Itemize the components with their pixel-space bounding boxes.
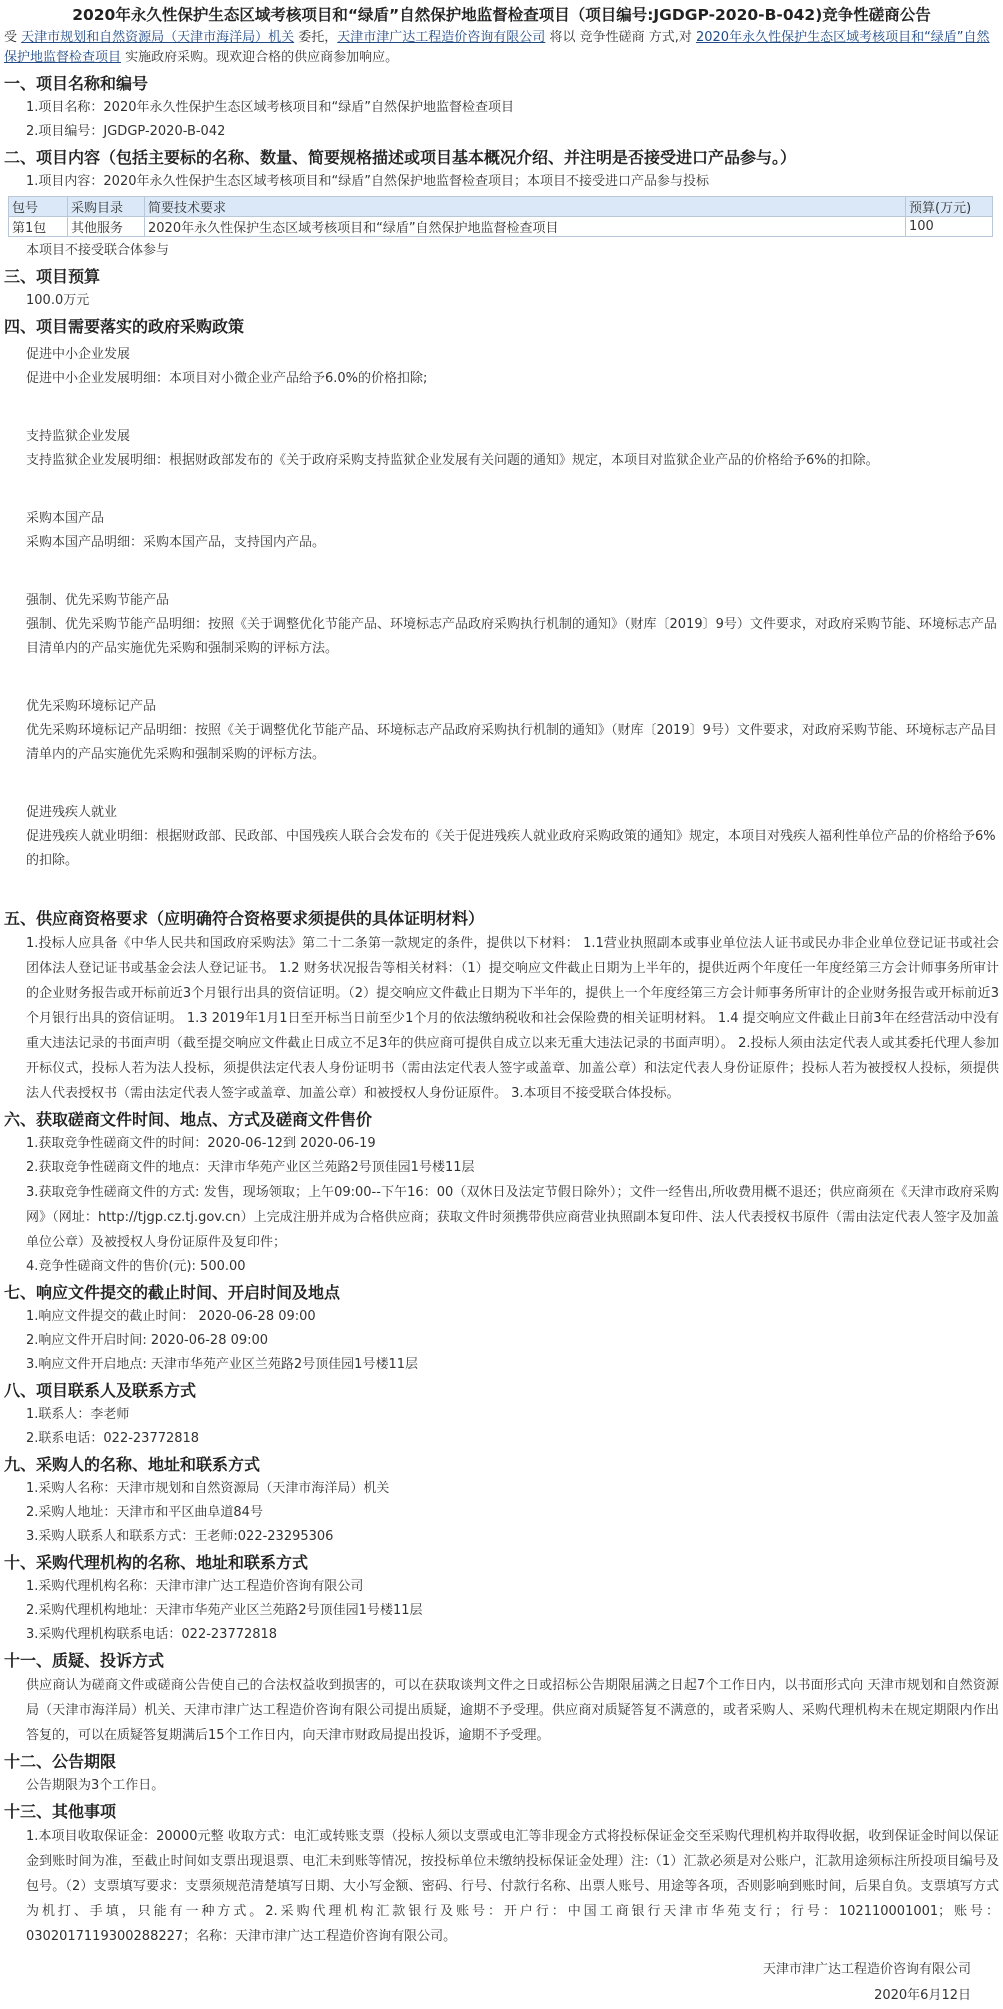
- doc-time: 1.获取竞争性磋商文件的时间：2020-06-12到 2020-06-19: [26, 1136, 376, 1151]
- policy-title: 促进中小企业发展: [26, 347, 131, 362]
- doc-method: 3.获取竞争性磋商文件的方式: 发售，现场领取；上午09:00--下午16：00（双休日及法定节假日除外）；文件一经售出,所收费用概不退还；供应商须在《天津市政府采购网》（网址：http://tjgp.cz.tj.gov.cn）上完成注册并成为合格供应商；获取文件时须携带供应商营业执照副本复印件、法人代表授权书原件（需由法定代表人签字及加盖单位公章）及被授权人身份证原件及复印件；: [26, 1185, 999, 1250]
- section-heading-13: 十三、其他事项: [4, 1802, 117, 1821]
- agency-name: 1.采购代理机构名称：天津市津广达工程造价咨询有限公司: [26, 1579, 364, 1594]
- col-budget: 预算(万元): [906, 197, 993, 217]
- qualification-text: 1.投标人应具备《中华人民共和国政府采购法》第二十二条第一款规定的条件，提供以下材料： 1.1营业执照副本或事业单位法人证书或民办非企业单位登记证书或社会团体法人登记证书或基金会法人登记证书。 1.2 财务状况报告等相关材料：（1）提交响应文件截止日期为上半年的，提供近两个年度任一年度经第三方会计师事务所审计的企业财务报告或开标前近3个月银行出具的资信证明。（2）提交响应文件截止日期为下半年的，提供上一个年度经第三方会计师事务所审计的企业财务报告或开标前近3个月银行出具的资信证明。 1.3 2019年1月1日至开标当日前至少1个月的依法缴纳税收和社会保险费的相关证明材料。 1.4 提交响应文件截止日前3年在经营活动中没有重大违法记录的书面声明（截至提交响应文件截止日成立不足3年的供应商可提供自成立以来无重大违法记录的书面声明）。 2.投标人须由法定代表人或其委托代理人参加开标仪式，投标人若为法人投标，须提供法定代表人身份证明书（需由法定代表人签字或盖章、加盖公章）和法定代表人身份证原件；投标人若为被授权人投标，须提供法人代表授权书（需由法定代表人签字或盖章、加盖公章）和被授权人身份证原件。 3.本项目不接受联合体投标。: [26, 936, 999, 1101]
- policy-detail: 优先采购环境标记产品明细：按照《关于调整优化节能产品、环境标志产品政府采购执行机制的通知》（财库〔2019〕9号）文件要求，对政府采购节能、环境标志产品目清单内的产品实施优先采购和强制采购的评标方法。: [26, 723, 997, 762]
- section-heading-10: 十、采购代理机构的名称、地址和联系方式: [4, 1553, 309, 1572]
- section-heading-8: 八、项目联系人及联系方式: [4, 1381, 197, 1400]
- section-heading-4: 四、项目需要落实的政府采购政策: [4, 317, 245, 336]
- purchaser-contact: 3.采购人联系人和联系方式：王老师:022-23295306: [26, 1529, 334, 1544]
- notice-period: 公告期限为3个工作日。: [26, 1778, 165, 1793]
- table-header-row: [9, 197, 993, 217]
- col-package: 包号: [9, 197, 68, 217]
- project-number: 2.项目编号：JGDGP-2020-B-042: [26, 124, 226, 139]
- project-content: 1.项目内容：2020年永久性保护生态区域考核项目和“绿盾”自然保护地监督检查项目；本项目不接受进口产品参与投标: [26, 174, 709, 189]
- cell-budget: 100: [906, 217, 993, 237]
- cell-requirements: 2020年永久性保护生态区域考核项目和“绿盾”自然保护地监督检查项目: [145, 217, 906, 237]
- opening-location: 3.响应文件开启地点: 天津市华苑产业区兰苑路2号顶佳园1号楼11层: [26, 1357, 418, 1372]
- section-heading-6: 六、获取磋商文件时间、地点、方式及磋商文件售价: [4, 1110, 373, 1129]
- policy-title: 采购本国产品: [26, 511, 105, 526]
- agency-address: 2.采购代理机构地址：天津市华苑产业区兰苑路2号顶佳园1号楼11层: [26, 1603, 423, 1618]
- opening-time: 2.响应文件开启时间: 2020-06-28 09:00: [26, 1333, 269, 1348]
- policy-title: 支持监狱企业发展: [26, 429, 131, 444]
- intro-text-1: 受: [4, 30, 22, 45]
- section-heading-3: 三、项目预算: [4, 267, 101, 286]
- signature-company: 天津市津广达工程造价咨询有限公司: [762, 1962, 971, 1977]
- intro-text-3: 将以 竞争性磋商 方式,对: [545, 30, 696, 45]
- purchaser-link[interactable]: 天津市规划和自然资源局（天津市海洋局）机关: [21, 30, 295, 45]
- cell-catalog: 其他服务: [68, 217, 145, 237]
- policy-title: 促进残疾人就业: [26, 805, 118, 820]
- intro-paragraph: [4, 28, 999, 68]
- policy-title: 强制、优先采购节能产品: [26, 593, 170, 608]
- purchaser-address: 2.采购人地址：天津市和平区曲阜道84号: [26, 1505, 263, 1520]
- consortium-note: 本项目不接受联合体参与: [26, 243, 170, 258]
- cell-package: 第1包: [9, 217, 68, 237]
- contact-phone: 2.联系电话：022-23772818: [26, 1431, 200, 1446]
- other-matters-text: 1.本项目收取保证金：20000元整 收取方式：电汇或转账支票（投标人须以支票或电汇等非现金方式将投标保证金交至采购代理机构并取得收据，收到保证金时间以保证金到账时间为准，至截止时间如支票出现退票、电汇未到账等情况，按投标单位未缴纳投标保证金处理）注:（1）汇款必须是对公账户，汇款用途须标注所投项目编号及包号。（2）支票填写要求：支票须规范清楚填写日期、大小写金额、密码、行号、付款行名称、出票人账号、用途等各项，否则影响到账时间，后果自负。支票填写方式为机打、手填，只能有一种方式。2.采购代理机构汇款银行及账号：开户行：中国工商银行天津市华苑支行；行号：102110001001；账号：0302017119300288227；名称：天津市津广达工程造价咨询有限公司。: [26, 1829, 999, 1944]
- purchaser-name: 1.采购人名称：天津市规划和自然资源局（天津市海洋局）机关: [26, 1481, 390, 1496]
- policy-detail: 促进中小企业发展明细：本项目对小微企业产品给予6.0%的价格扣除;: [26, 371, 428, 386]
- announcement-title: 2020年永久性保护生态区域考核项目和“绿盾”自然保护地监督检查项目（项目编号:JGDGP-2020-B-042)竞争性磋商公告: [72, 6, 931, 24]
- policy-detail: 采购本国产品明细：采购本国产品，支持国内产品。: [26, 535, 326, 550]
- signature-date: 2020年6月12日: [874, 1988, 971, 2003]
- contact-person: 1.联系人：李老师: [26, 1407, 130, 1422]
- project-name: 1.项目名称：2020年永久性保护生态区域考核项目和“绿盾”自然保护地监督检查项目: [26, 100, 514, 115]
- intro-text-2: 委托，: [294, 30, 338, 45]
- deadline: 1.响应文件提交的截止时间： 2020-06-28 09:00: [26, 1309, 316, 1324]
- policy-detail: 促进残疾人就业明细：根据财政部、民政部、中国残疾人联合会发布的《关于促进残疾人就业政府采购政策的通知》规定，本项目对残疾人福利性单位产品的价格给予6%的扣除。: [26, 829, 996, 868]
- section-heading-5: 五、供应商资格要求（应明确符合资格要求须提供的具体证明材料）: [4, 909, 485, 928]
- project-link[interactable]: 2020年永久性保护生态区域考核项目和“绿盾”自然保护地监督检查项目: [4, 30, 990, 65]
- col-requirements: 简要技术要求: [145, 197, 906, 217]
- section-heading-9: 九、采购人的名称、地址和联系方式: [4, 1455, 261, 1474]
- doc-price: 4.竞争性磋商文件的售价(元): 500.00: [26, 1259, 246, 1274]
- complaint-text: 供应商认为磋商文件或磋商公告使自己的合法权益收到损害的，可以在获取谈判文件之日或招标公告期限届满之日起7个工作日内，以书面形式向 天津市规划和自然资源局（天津市海洋局）机关、天津市津广达工程造价咨询有限公司提出质疑，逾期不予受理。供应商对质疑答复不满意的，或者采购人、采购代理机构未在规定期限内作出答复的，可以在质疑答复期满后15个工作日内，向天津市财政局提出投诉，逾期不予受理。: [26, 1678, 999, 1743]
- section-heading-1: 一、项目名称和编号: [4, 74, 149, 93]
- section-heading-11: 十一、质疑、投诉方式: [4, 1651, 165, 1670]
- policy-detail: 强制、优先采购节能产品明细：按照《关于调整优化节能产品、环境标志产品政府采购执行机制的通知》（财库〔2019〕9号）文件要求，对政府采购节能、环境标志产品目清单内的产品实施优先采购和强制采购的评标方法。: [26, 617, 997, 656]
- section-heading-7: 七、响应文件提交的截止时间、开启时间及地点: [4, 1283, 341, 1302]
- doc-location: 2.获取竞争性磋商文件的地点：天津市华苑产业区兰苑路2号顶佳园1号楼11层: [26, 1160, 475, 1175]
- agency-link[interactable]: 天津市津广达工程造价咨询有限公司: [337, 30, 546, 45]
- section-heading-2: 二、项目内容（包括主要标的名称、数量、简要规格描述或项目基本概况介绍、并注明是否接受进口产品参与。）: [4, 148, 797, 167]
- col-catalog: 采购目录: [68, 197, 145, 217]
- agency-phone: 3.采购代理机构联系电话：022-23772818: [26, 1627, 278, 1642]
- intro-text-4: 实施政府采购。现欢迎合格的供应商参加响应。: [121, 50, 399, 65]
- budget-value: 100.0万元: [26, 293, 90, 308]
- table-row: [9, 217, 993, 237]
- policy-detail: 支持监狱企业发展明细：根据财政部发布的《关于政府采购支持监狱企业发展有关问题的通知》规定，本项目对监狱企业产品的价格给予6%的扣除。: [26, 453, 879, 468]
- section-heading-12: 十二、公告期限: [4, 1752, 117, 1771]
- policy-title: 优先采购环境标记产品: [26, 699, 157, 714]
- package-table: [8, 196, 993, 237]
